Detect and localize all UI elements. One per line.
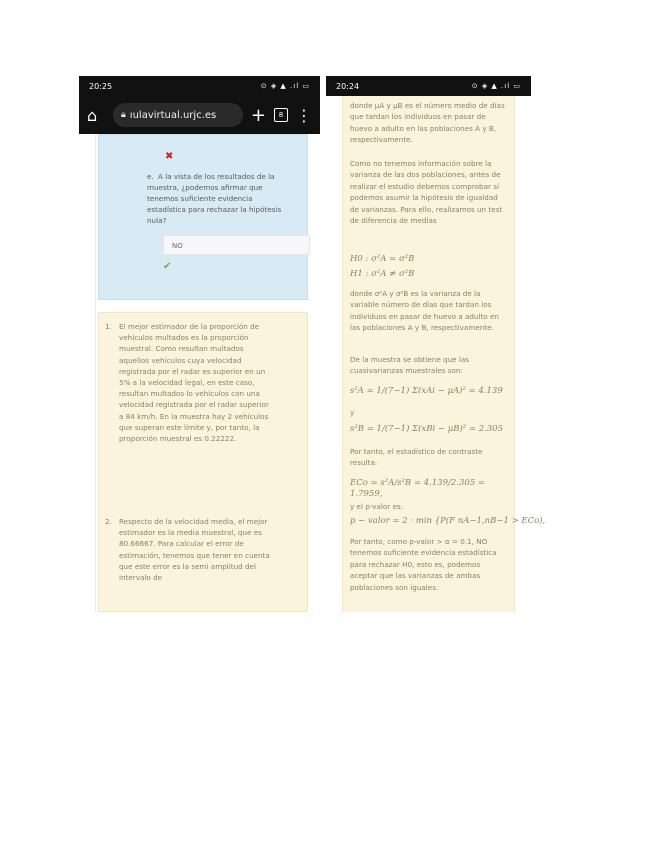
text-block: De la muestra se obtiene que las cuasivarianzas muestrales son: bbox=[350, 355, 469, 376]
question-box bbox=[98, 134, 308, 300]
text-block: y el p-valor es: bbox=[350, 502, 404, 511]
formula-eco: ECo = s²A/s²B = 4.139/2.305 = 1.7959, bbox=[350, 478, 486, 500]
page-content bbox=[87, 134, 308, 612]
feedback-text: Respecto de la velocidad media, el mejor estimador es la media muestral, que es 80.66667. Para calcular el error de estimación, tenemos que tener en cuenta que este error es la semi amplitud del intervalo de bbox=[119, 517, 270, 583]
status-bar bbox=[79, 76, 320, 96]
question-text: A la vista de los resultados de la muestra, ¿podemos afirmar que tenemos suficiente evidencia estadística para rechazar la hipótesis nula? bbox=[147, 172, 282, 225]
feedback-item-1 bbox=[105, 321, 274, 444]
feedback-text: El mejor estimador de la proporción de vehículos multados es la proporción muestral. Como resultan multados aquellos vehículos cuya velocidad registrada por el radar es superior en un 5% a la velocidad legal, en este caso, resultan multados lo vehículos con una velocidad registrada por el radar superior a 84 km/h. En la muestra hay 2 vehículos que superan este límite y, por tanto, la proporción muestral es 0.22222. bbox=[119, 322, 269, 444]
tab-switcher-button[interactable]: 8 bbox=[274, 108, 288, 122]
left-phone-screenshot bbox=[79, 76, 320, 612]
url-text: ıulavirtual.urjc.es bbox=[129, 109, 217, 121]
status-bar bbox=[326, 76, 531, 96]
answer-field[interactable]: NO bbox=[163, 235, 310, 255]
formula-sa: s²A = 1/(7−1) Σ(xAi − μA)² = 4.139 bbox=[350, 386, 503, 396]
hypothesis-h0: H0 : σ²A = σ²B bbox=[350, 254, 415, 264]
correct-icon: ✔ bbox=[163, 261, 172, 272]
divider bbox=[95, 134, 96, 612]
text-block: y bbox=[350, 408, 355, 417]
question-e bbox=[147, 171, 287, 226]
feedback-number: 2. bbox=[105, 517, 112, 526]
text-block: donde σ²A y σ²B es la varianza de la variable número de días que tardan los individuos en pasar de huevo a adulto en las poblaciones A y B, respectivamente. bbox=[350, 289, 499, 333]
home-icon[interactable]: ⌂ bbox=[87, 105, 98, 125]
hypothesis-h1: H1 : σ²A ≠ σ²B bbox=[350, 269, 415, 279]
incorrect-icon: ✖ bbox=[165, 151, 174, 162]
new-tab-button[interactable]: + bbox=[250, 104, 266, 126]
right-phone-screenshot bbox=[326, 76, 546, 612]
text-block: Por tanto, como p-valor > α = 0.1, NO tenemos suficiente evidencia estadística para rechazar H0, esto es, podemos aceptar que las varianzas de ambas poblaciones son iguales. bbox=[350, 537, 497, 592]
feedback-item-2 bbox=[105, 516, 274, 583]
browser-toolbar bbox=[79, 96, 320, 134]
text-block: Como no tenemos información sobre la varianza de las dos poblaciones, antes de realizar el estudio debemos comprobar si podemos asumir la hipótesis de igualdad de varianzas. Para ello, realizamos un test de diferencia de medias bbox=[350, 159, 503, 226]
text-block: Por tanto, el estadístico de contraste resulta: bbox=[350, 447, 483, 468]
menu-icon[interactable]: ⋮ bbox=[296, 105, 312, 125]
status-icons: ⊙ ◈ ▲ .ıl ▭ bbox=[471, 82, 521, 90]
solution-panel bbox=[342, 96, 546, 612]
question-label: e. bbox=[147, 172, 154, 181]
url-bar[interactable] bbox=[113, 103, 243, 127]
lock-icon: 🔒︎ bbox=[121, 110, 126, 120]
status-time: 20:24 bbox=[336, 81, 360, 91]
formula-pvalue: p − valor = 2 · min {P(F nA−1,nB−1 > ECo), bbox=[350, 516, 546, 526]
status-time: 20:25 bbox=[89, 81, 113, 91]
feedback-box bbox=[98, 312, 308, 612]
text-block: donde μA y μB es el número medio de días que tardan los individuos en pasar de huevo a adulto en las poblaciones A y B, respectivamente. bbox=[350, 101, 505, 145]
status-icons: ⊙ ◈ ▲ .ıl ▭ bbox=[260, 82, 310, 90]
feedback-number: 1. bbox=[105, 322, 112, 331]
formula-sb: s²B = 1/(7−1) Σ(xBi − μB)² = 2.305 bbox=[350, 424, 504, 434]
